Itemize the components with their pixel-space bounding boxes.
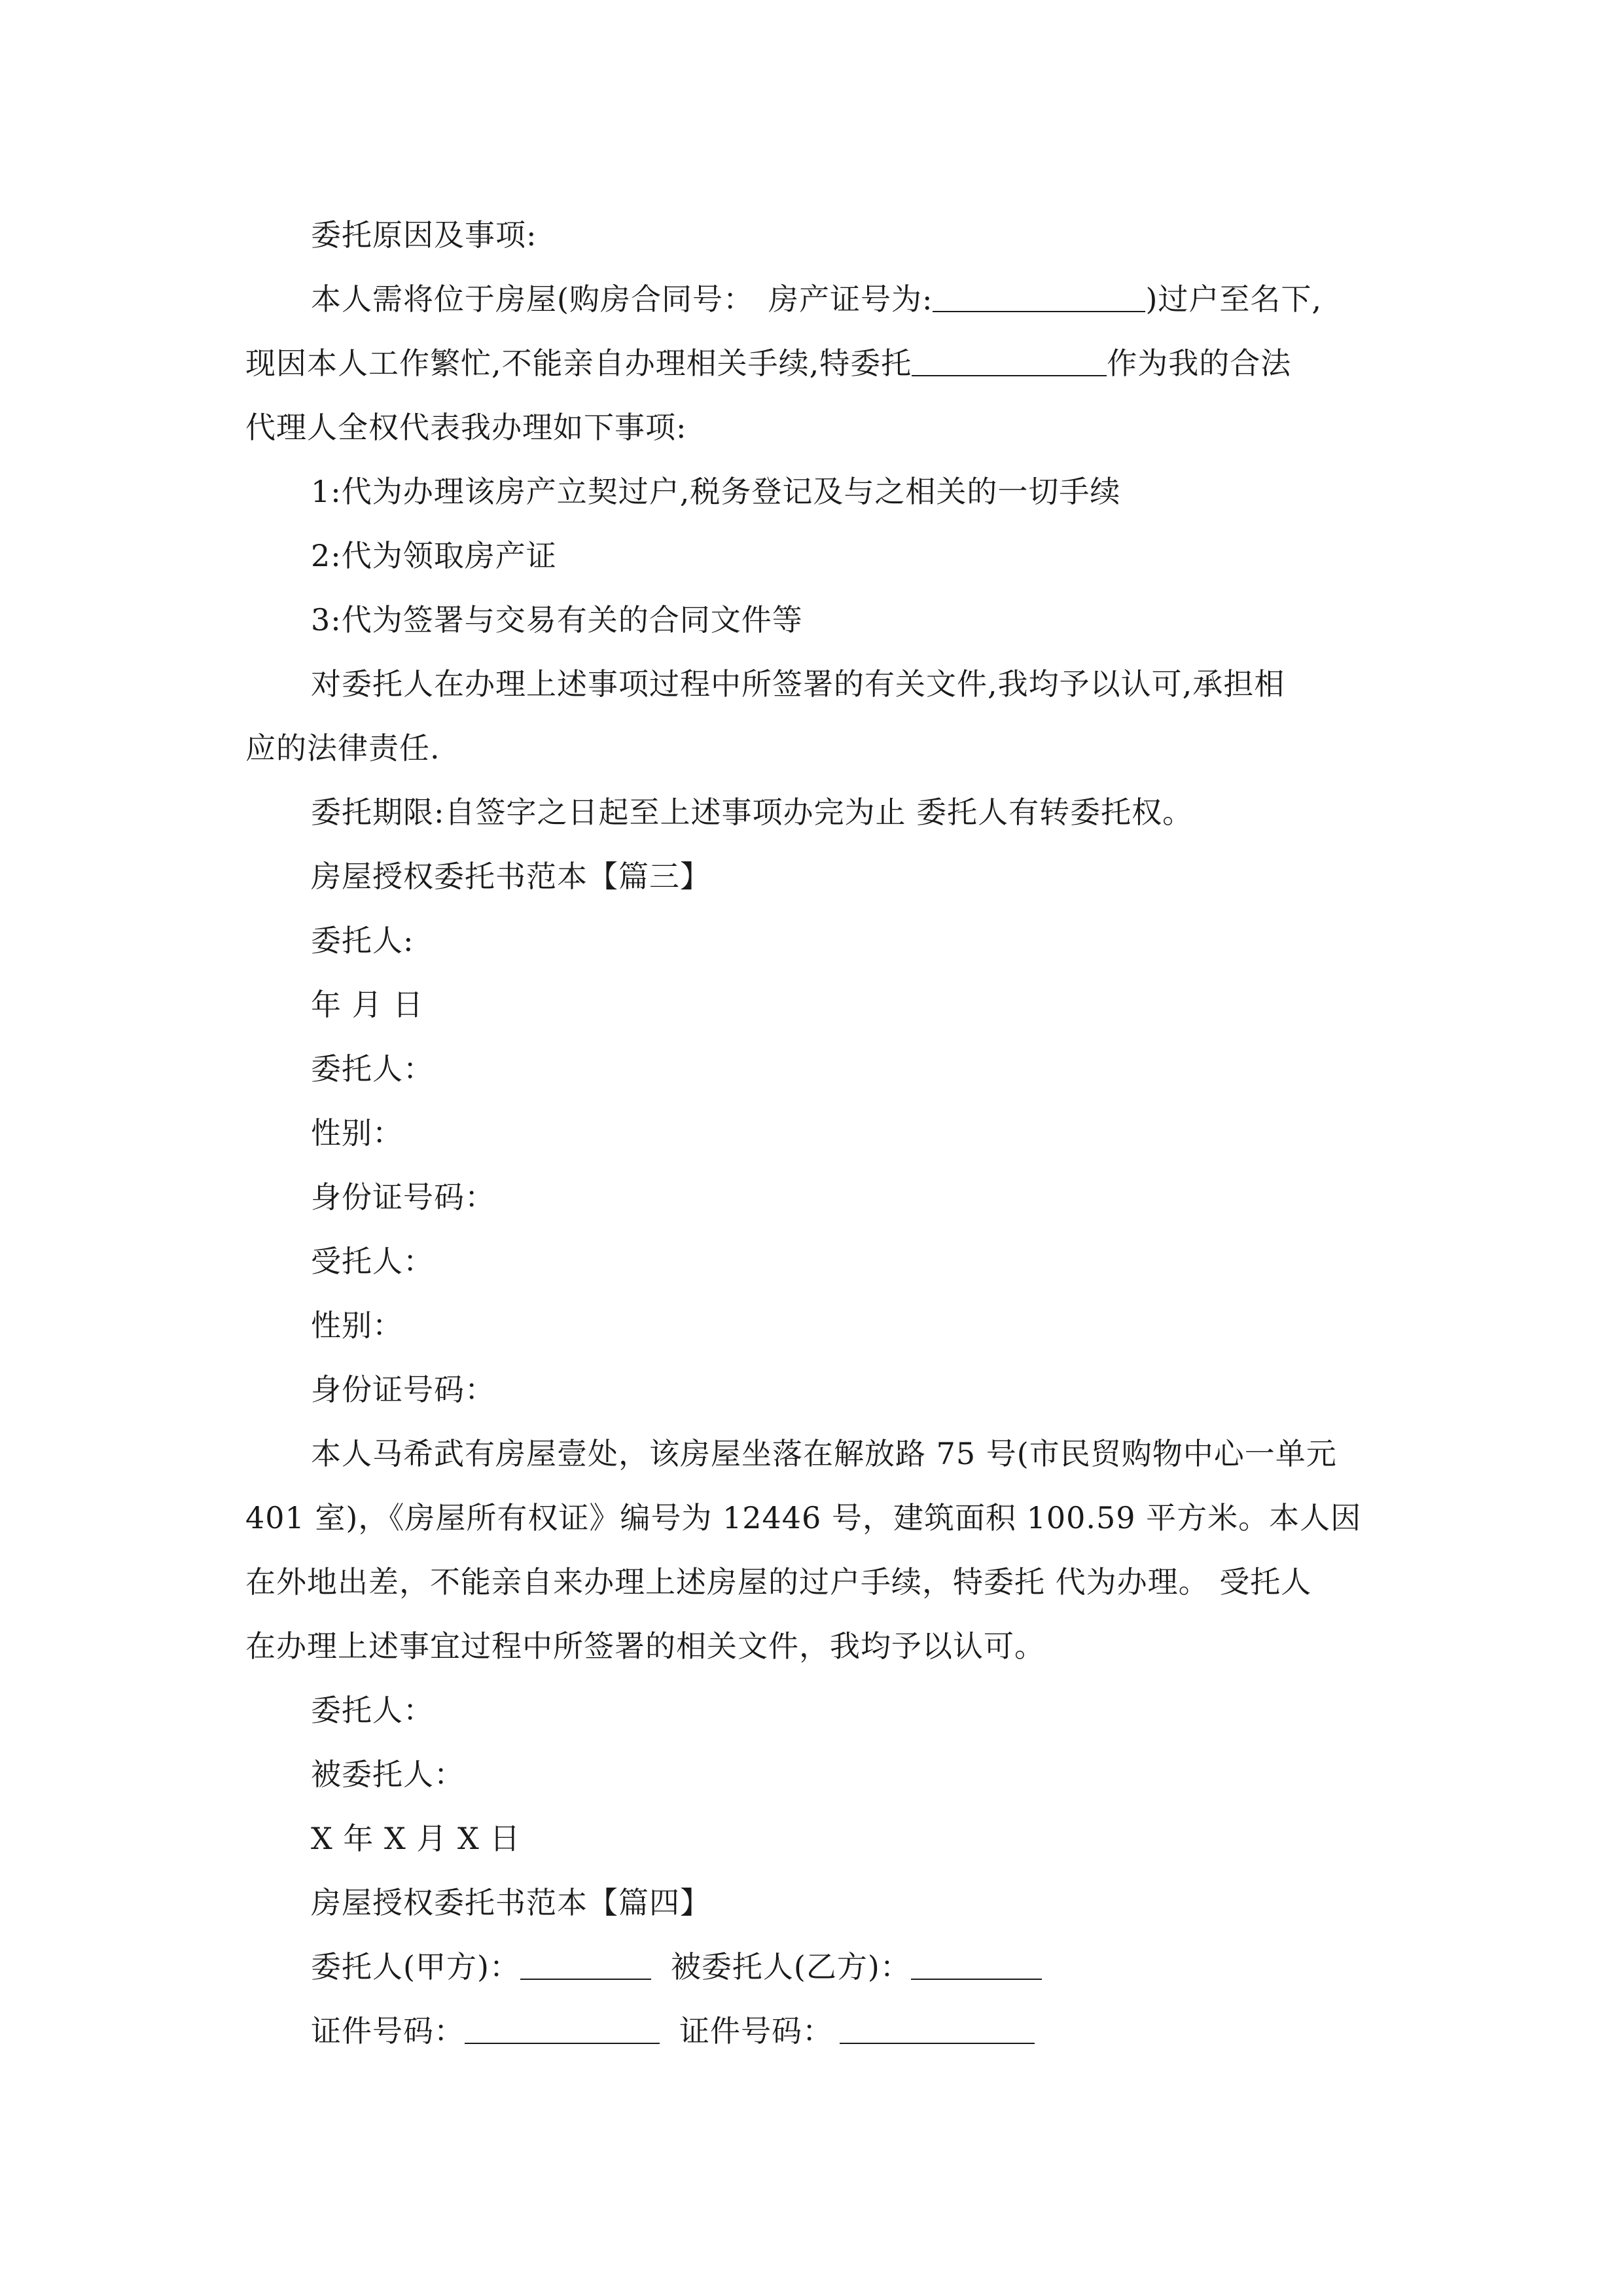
text: 委托人(甲方)： — [311, 1949, 520, 1984]
text: 在办理上述事宜过程中所签署的相关文件，我均予以认可。 — [245, 1628, 1045, 1664]
text: 委托人： — [311, 1051, 434, 1086]
form-line — [245, 1999, 1384, 2063]
text: 本人需将位于房屋(购房合同号： — [311, 281, 754, 317]
section-heading — [245, 1871, 1384, 1935]
field-label — [245, 1742, 1384, 1806]
list-item — [245, 588, 1384, 652]
form-line — [245, 1935, 1384, 1999]
text: 1:代为办理该房产立契过户,税务登记及与之相关的一切手续 — [311, 474, 1121, 509]
section-heading — [245, 844, 1384, 908]
text: 年 月 日 — [311, 987, 424, 1022]
document-body — [245, 203, 1384, 2063]
paragraph-line — [245, 1486, 1384, 1550]
paragraph-line — [245, 203, 1384, 267]
text: 被委托人： — [311, 1757, 465, 1792]
fill-in-blank — [840, 2013, 1035, 2044]
text: 作为我的合法 — [1107, 346, 1292, 381]
paragraph-line — [245, 652, 1384, 716]
text: 性别： — [311, 1308, 403, 1343]
text: X 年 X 月 X 日 — [311, 1821, 521, 1856]
fill-in-blank — [933, 281, 1145, 312]
text: 委托原因及事项: — [311, 217, 537, 253]
text: 401 室)，《房屋所有权证》编号为 12446 号，建筑面积 100.59 平方米。本人因 — [245, 1500, 1362, 1535]
date-line — [245, 973, 1384, 1037]
text: 身份证号码： — [311, 1372, 495, 1407]
paragraph-line — [245, 780, 1384, 844]
paragraph-line — [245, 1550, 1384, 1614]
list-item — [245, 524, 1384, 588]
text: 2:代为领取房产证 — [311, 538, 557, 573]
text: 在外地出差，不能亲自来办理上述房屋的过户手续，特委托 代为办理。 受托人 — [245, 1564, 1312, 1600]
text: 委托人： — [311, 1693, 434, 1728]
field-label — [245, 1293, 1384, 1357]
text: 房屋授权委托书范本【篇四】 — [311, 1885, 711, 1920]
field-label — [245, 1678, 1384, 1742]
text: 应的法律责任. — [245, 730, 440, 766]
text: 证件号码： — [679, 2013, 833, 2049]
paragraph-line — [245, 267, 1384, 331]
fill-in-blank — [911, 1948, 1042, 1980]
text: 委托期限:自签字之日起至上述事项办完为止 委托人有转委托权。 — [311, 795, 1194, 830]
paragraph-line — [245, 395, 1384, 459]
paragraph-line — [245, 1422, 1384, 1486]
text: 本人马希武有房屋壹处，该房屋坐落在解放路 75 号(市民贸购物中心一单元 — [311, 1436, 1337, 1471]
text: 证件号码： — [311, 2013, 465, 2049]
fill-in-blank — [520, 1948, 651, 1980]
list-item — [245, 459, 1384, 524]
field-label — [245, 908, 1384, 973]
text: 性别： — [311, 1115, 403, 1151]
text: 房屋授权委托书范本【篇三】 — [311, 859, 711, 894]
text: 3:代为签署与交易有关的合同文件等 — [311, 602, 803, 637]
paragraph-line — [245, 716, 1384, 780]
text: 房产证号为: — [768, 281, 933, 317]
text: 受托人： — [311, 1244, 434, 1279]
fill-in-blank — [465, 2013, 660, 2044]
field-label — [245, 1101, 1384, 1165]
text: 委托人: — [311, 923, 414, 958]
text: )过户至名下, — [1145, 281, 1323, 317]
field-label — [245, 1357, 1384, 1422]
text: 现因本人工作繁忙,不能亲自办理相关手续,特委托 — [245, 346, 912, 381]
field-label — [245, 1165, 1384, 1229]
text: 被委托人(乙方)： — [670, 1949, 911, 1984]
paragraph-line — [245, 1614, 1384, 1678]
field-label — [245, 1229, 1384, 1293]
date-line — [245, 1806, 1384, 1871]
fill-in-blank — [912, 345, 1107, 376]
text: 代理人全权代表我办理如下事项: — [245, 410, 687, 445]
paragraph-line — [245, 331, 1384, 395]
field-label — [245, 1037, 1384, 1101]
text: 身份证号码： — [311, 1179, 495, 1215]
text: 对委托人在办理上述事项过程中所签署的有关文件,我均予以认可,承担相 — [311, 666, 1285, 702]
